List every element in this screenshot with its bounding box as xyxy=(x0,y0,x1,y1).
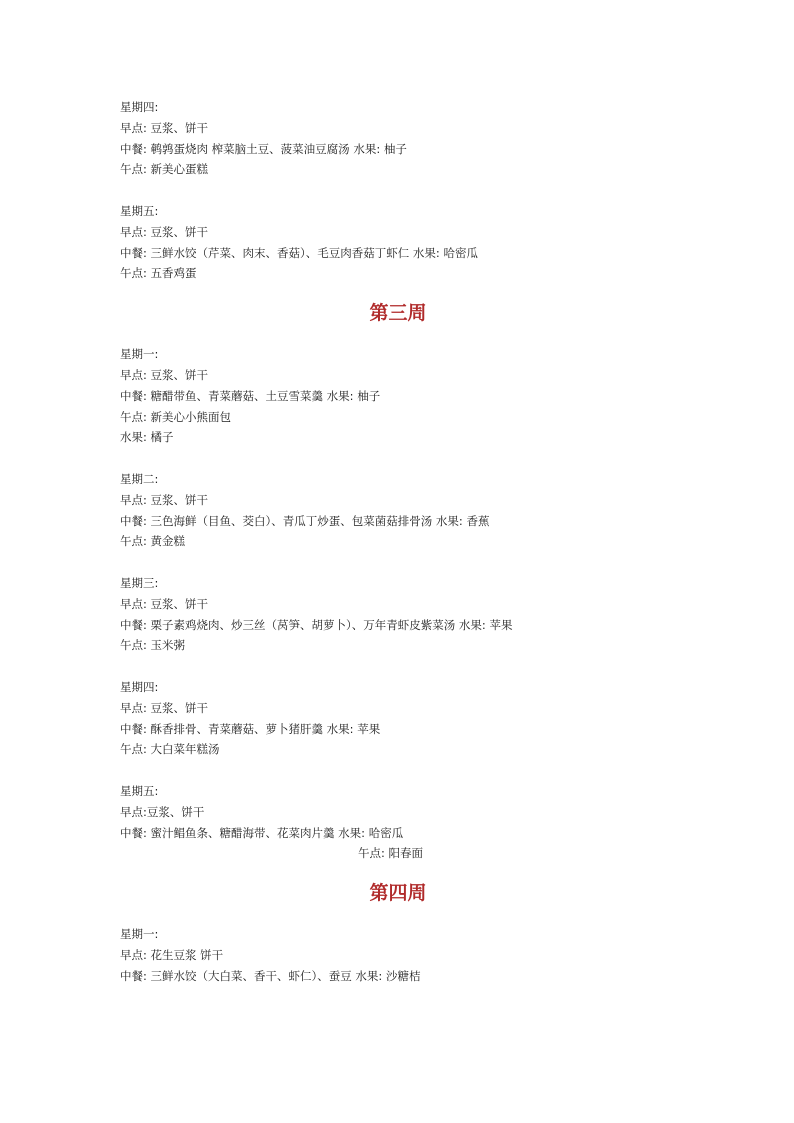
menu-document xyxy=(120,97,680,986)
menu-line: 水果: 橘子 xyxy=(120,430,174,445)
menu-line: 星期四: xyxy=(120,100,159,114)
menu-line: 午点: 黄金糕 xyxy=(120,534,186,549)
menu-line: 早点: 豆浆、饼干 xyxy=(120,367,209,382)
paragraph-gap xyxy=(120,760,680,781)
menu-line: 中餐: 蜜汁鲳鱼条、糖醋海带、花菜肉片羹 水果: 哈密瓜 xyxy=(120,825,404,840)
menu-line: 星期五: xyxy=(120,203,159,218)
menu-line: 午点: 新美心蛋糕 xyxy=(120,162,209,177)
menu-line: 早点: 豆浆、饼干 xyxy=(120,596,209,611)
menu-line: 星期三: xyxy=(120,575,159,590)
menu-line: 星期一: xyxy=(120,927,159,942)
menu-line: 午点: 新美心小熊面包 xyxy=(120,409,232,424)
menu-line: 早点: 豆浆、饼干 xyxy=(120,224,209,239)
menu-line: 中餐: 鹌鹑蛋烧肉 榨菜脑土豆、菠菜油豆腐汤 水果: 柚子 xyxy=(120,141,407,156)
menu-line: 星期一: xyxy=(120,347,159,362)
menu-line: 中餐: 栗子素鸡烧肉、炒三丝（莴笋、胡萝卜）、万年青虾皮紫菜汤 水果: 苹果 xyxy=(120,617,513,632)
paragraph-gap xyxy=(120,180,680,201)
paragraph-gap xyxy=(120,448,680,469)
menu-line: 午点: 五香鸡蛋 xyxy=(120,266,197,281)
menu-line: 中餐: 三鲜水饺（大白菜、香干、虾仁）、蚕豆 水果: 沙糖桔 xyxy=(120,968,421,983)
menu-line: 星期五: xyxy=(120,783,159,798)
menu-line: 早点: 花生豆浆 饼干 xyxy=(120,947,224,962)
menu-line: 中餐: 酥香排骨、青菜蘑菇、萝卜猪肝羹 水果: 苹果 xyxy=(120,721,381,736)
menu-line: 午点: 阳春面 xyxy=(358,846,424,861)
paragraph-gap xyxy=(120,552,680,573)
menu-line: 午点: 玉米粥 xyxy=(120,638,186,653)
paragraph-gap xyxy=(120,656,680,677)
week-heading: 第四周 xyxy=(369,882,427,905)
menu-line: 早点: 豆浆、饼干 xyxy=(120,700,209,715)
menu-line: 星期二: xyxy=(120,471,159,486)
menu-line: 中餐: 三鲜水饺（芹菜、肉末、香菇）、毛豆肉香菇丁虾仁 水果: 哈密瓜 xyxy=(120,245,478,260)
menu-line: 中餐: 三色海鲜（目鱼、茭白）、青瓜丁炒蛋、包菜菌菇排骨汤 水果: 香蕉 xyxy=(120,513,490,528)
week-heading: 第三周 xyxy=(369,302,427,325)
menu-line: 午点: 大白菜年糕汤 xyxy=(120,742,220,757)
menu-line: 星期四: xyxy=(120,679,159,694)
menu-line: 早点: 豆浆、饼干 xyxy=(120,120,209,135)
menu-line: 早点: 豆浆、饼干 xyxy=(120,492,209,507)
menu-line: 中餐: 糖醋带鱼、青菜蘑菇、土豆雪菜羹 水果: 柚子 xyxy=(120,388,381,403)
menu-line: 早点:豆浆、饼干 xyxy=(120,804,205,819)
